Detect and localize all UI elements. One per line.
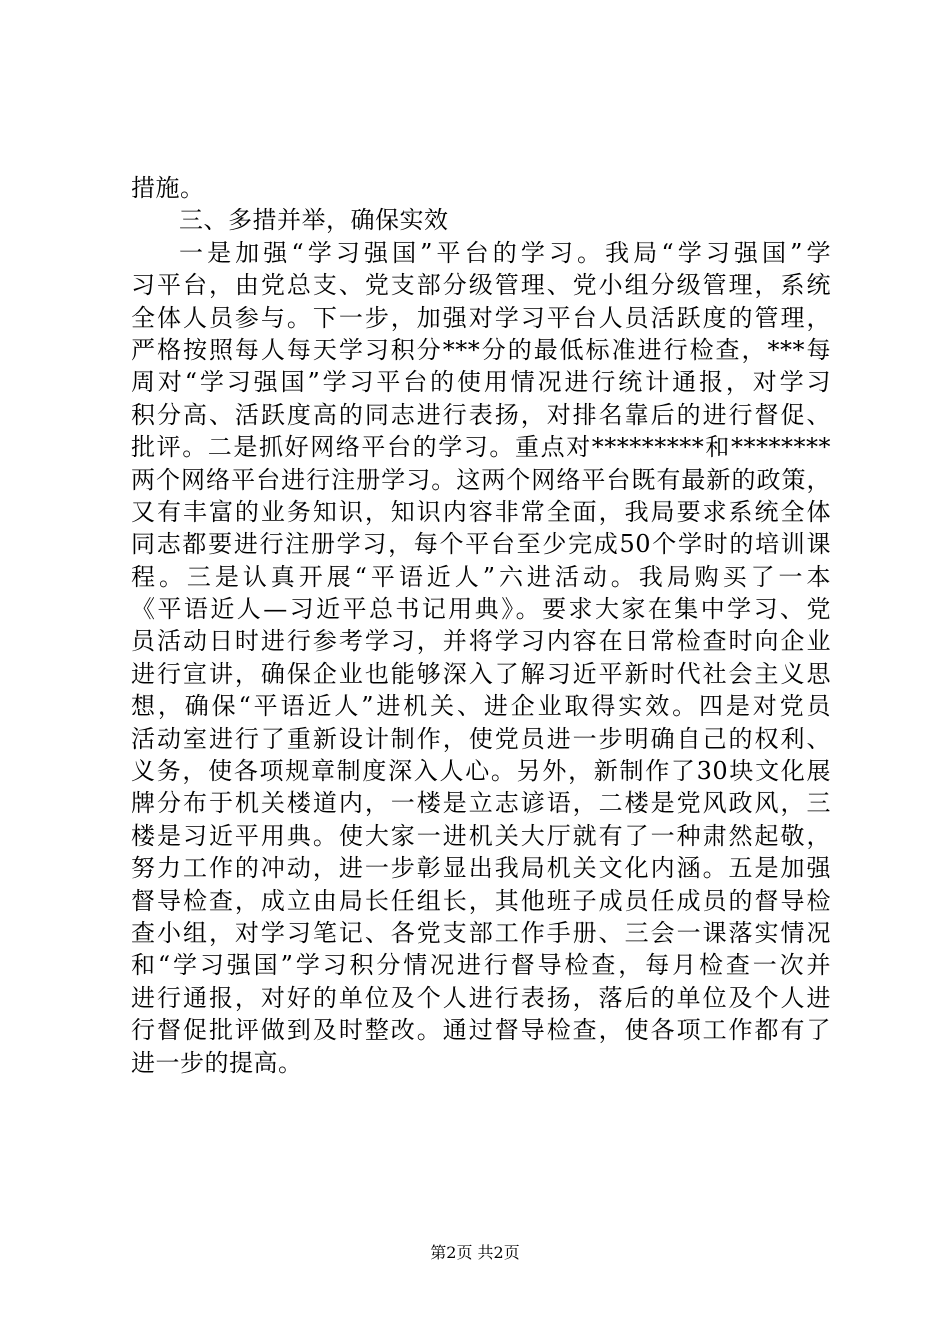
text-line: 程。三是认真开展“平语近人”六进活动。我局购买了一本 — [131, 562, 831, 591]
text-line: 又有丰富的业务知识，知识内容非常全面，我局要求系统全体 — [131, 497, 831, 526]
text-line: 周对“学习强国”学习平台的使用情况进行统计通报，对学习 — [131, 368, 831, 397]
text-line: 习平台，由党总支、党支部分级管理、党小组分级管理，系统 — [131, 271, 831, 300]
page-number: 第2页 共2页 — [430, 1243, 520, 1262]
text-line: 进一步的提高。 — [131, 1048, 303, 1077]
text-line: 进行通报，对好的单位及个人进行表扬，落后的单位及个人进 — [131, 983, 831, 1012]
text-line: 查小组，对学习笔记、各党支部工作手册、三会一课落实情况 — [131, 918, 831, 947]
section-heading: 三、多措并举，确保实效 — [179, 206, 449, 235]
text-line: 义务，使各项规章制度深入人心。另外，新制作了30块文化展 — [131, 757, 831, 786]
text-line: 努力工作的冲动，进一步彰显出我局机关文化内涵。五是加强 — [131, 854, 831, 883]
text-line: 进行宣讲，确保企业也能够深入了解习近平新时代社会主义思 — [131, 659, 831, 688]
text-line: 积分高、活跃度高的同志进行表扬，对排名靠后的进行督促、 — [131, 400, 831, 429]
body-text — [131, 172, 831, 1079]
text-line: 行督促批评做到及时整改。通过督导检查，使各项工作都有了 — [131, 1016, 831, 1045]
text-line: 两个网络平台进行注册学习。这两个网络平台既有最新的政策， — [131, 465, 831, 494]
text-line: 员活动日时进行参考学习，并将学习内容在日常检查时向企业 — [131, 627, 831, 656]
text-line: 牌分布于机关楼道内，一楼是立志谚语，二楼是党风政风，三 — [131, 789, 831, 818]
text-line: 想，确保“平语近人”进机关、进企业取得实效。四是对党员 — [131, 692, 831, 721]
text-line: 同志都要进行注册学习，每个平台至少完成50个学时的培训课 — [131, 530, 831, 559]
text-line: 一是加强“学习强国”平台的学习。我局“学习强国”学 — [179, 238, 831, 267]
text-line: 《平语近人—习近平总书记用典》。要求大家在集中学习、党 — [131, 595, 831, 624]
text-line: 措施。 — [131, 174, 205, 202]
text-line: 活动室进行了重新设计制作，使党员进一步明确自己的权利、 — [131, 724, 831, 753]
text-line: 督导检查，成立由局长任组长，其他班子成员任成员的督导检 — [131, 886, 831, 915]
page-footer — [0, 1243, 950, 1263]
text-line: 严格按照每人每天学习积分***分的最低标准进行检查，***每 — [131, 335, 831, 364]
text-line: 全体人员参与。下一步，加强对学习平台人员活跃度的管理， — [131, 303, 831, 332]
text-line: 楼是习近平用典。使大家一进机关大厅就有了一种肃然起敬， — [131, 821, 831, 850]
text-line: 批评。二是抓好网络平台的学习。重点对*********和******** — [131, 433, 831, 462]
text-line: 和“学习强国”学习积分情况进行督导检查，每月检查一次并 — [131, 951, 831, 980]
